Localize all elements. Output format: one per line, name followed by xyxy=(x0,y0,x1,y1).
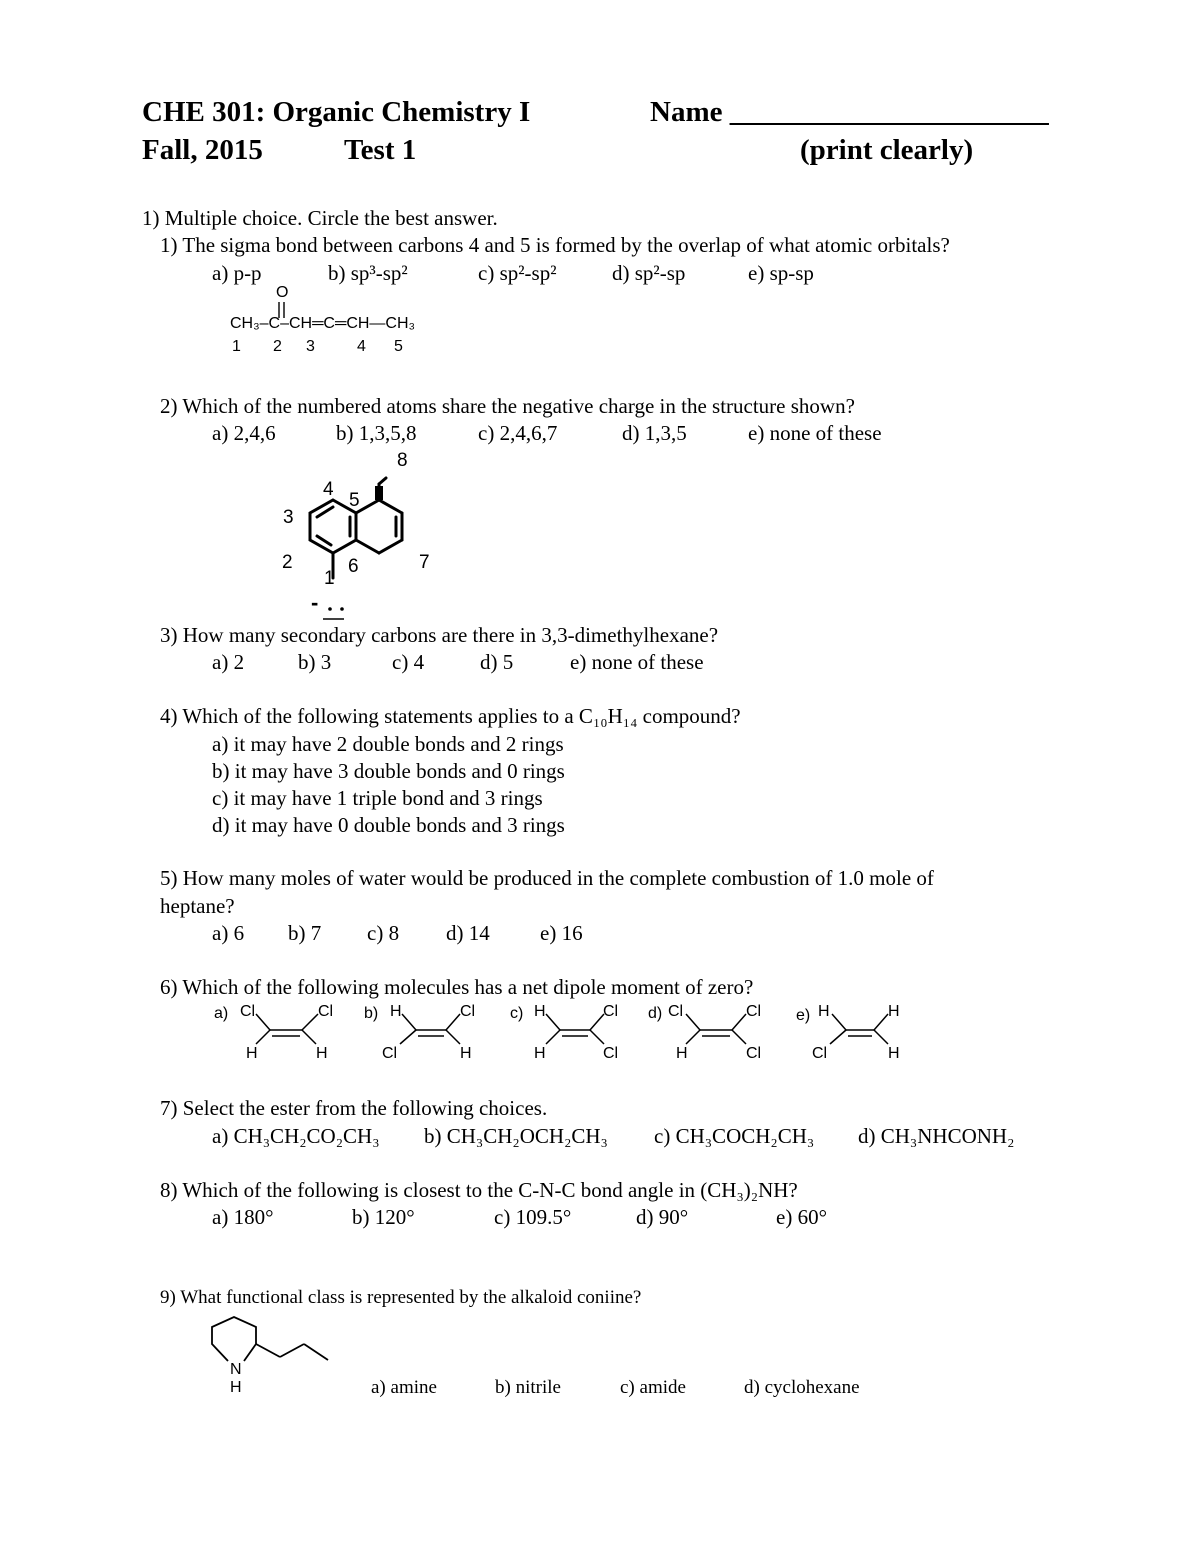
q6-option-a-label: a) xyxy=(214,1005,229,1022)
q9-choice-b[interactable]: b) nitrile xyxy=(495,1377,561,1398)
q3-text: 3) How many secondary carbons are there in 3,3-dimethylhexane? xyxy=(160,623,719,647)
q4-choice-d[interactable]: d) it may have 0 double bonds and 3 rings xyxy=(212,813,565,837)
q6-option-c-bl: H xyxy=(534,1045,546,1062)
q4-choice-c[interactable]: c) it may have 1 triple bond and 3 rings xyxy=(212,786,543,810)
q5-choice-d[interactable]: d) 14 xyxy=(446,921,490,945)
q2-choice-b[interactable]: b) 1,3,5,8 xyxy=(336,421,417,445)
q3-choice-e[interactable]: e) none of these xyxy=(570,650,704,674)
q5-choice-a[interactable]: a) 6 xyxy=(212,921,245,945)
q1-choice-b[interactable]: b) sp³-sp² xyxy=(328,261,408,285)
q6-option-c-tl: H xyxy=(534,1003,546,1020)
term-label: Fall, 2015 xyxy=(142,134,263,166)
q6-option-d-tl: Cl xyxy=(668,1003,684,1020)
q2-label-5: 5 xyxy=(349,490,360,511)
course-title: CHE 301: Organic Chemistry I xyxy=(142,96,531,128)
q6-option-e-tr: H xyxy=(888,1003,900,1020)
q2-dark-bond xyxy=(375,486,383,500)
q3-choice-b[interactable]: b) 3 xyxy=(298,650,332,674)
q2-negative-charge: - xyxy=(311,590,319,615)
q6-option-c-br: Cl xyxy=(603,1045,619,1062)
q8-choice-a[interactable]: a) 180° xyxy=(212,1205,274,1229)
q3-choice-c[interactable]: c) 4 xyxy=(392,650,425,674)
q2-choice-d[interactable]: d) 1,3,5 xyxy=(622,421,687,445)
q7-choice-d[interactable]: d) CH₃NHCONH₂ xyxy=(858,1124,1015,1148)
q6-option-d[interactable] xyxy=(648,1003,761,1062)
q4-choice-a[interactable]: a) it may have 2 double bonds and 2 rings xyxy=(212,732,564,756)
section-instructions: 1) Multiple choice. Circle the best answer. xyxy=(142,206,498,230)
q6-option-e[interactable] xyxy=(796,1003,900,1062)
q9-choice-d[interactable]: d) cyclohexane xyxy=(744,1377,860,1398)
q2-label-6: 6 xyxy=(348,556,359,577)
q6-option-d-bl: H xyxy=(676,1045,688,1062)
q2-lone-pair-dot xyxy=(340,607,344,611)
q1-text: 1) The sigma bond between carbons 4 and 5 is formed by the overlap of what atomic orbitals? xyxy=(160,233,950,257)
q1-oxygen-label: O xyxy=(276,284,289,301)
q2-label-3: 3 xyxy=(283,507,294,528)
q6-option-a-tl: Cl xyxy=(240,1003,256,1020)
q6-option-c-label: c) xyxy=(510,1005,524,1022)
q4-text: 4) Which of the following statements applies to a C₁₀H₁₄ compound? xyxy=(160,704,741,728)
q9-text: 9) What functional class is represented by the alkaloid coniine? xyxy=(160,1287,642,1308)
q5-text-line1: 5) How many moles of water would be produced in the complete combustion of 1.0 mole of xyxy=(160,866,934,890)
q3-choice-d[interactable]: d) 5 xyxy=(480,650,514,674)
q9-nitrogen-label: N xyxy=(230,1361,242,1378)
q1-num-2: 2 xyxy=(273,338,282,355)
q2-label-4: 4 xyxy=(323,479,334,500)
q5-choice-c[interactable]: c) 8 xyxy=(367,921,400,945)
q2-text: 2) Which of the numbered atoms share the negative charge in the structure shown? xyxy=(160,394,855,418)
q6-option-b-bl: Cl xyxy=(382,1045,398,1062)
q9-choice-c[interactable]: c) amide xyxy=(620,1377,686,1398)
name-field-label: Name ______________________ xyxy=(650,96,1049,128)
q6-option-d-br: Cl xyxy=(746,1045,762,1062)
q6-option-b[interactable] xyxy=(364,1003,475,1062)
q6-option-d-tr: Cl xyxy=(746,1003,762,1020)
q1-choice-d[interactable]: d) sp²-sp xyxy=(612,261,686,285)
q1-num-5: 5 xyxy=(394,338,403,355)
q6-option-a-tr: Cl xyxy=(318,1003,334,1020)
q2-label-7: 7 xyxy=(419,552,430,573)
q6-option-b-label: b) xyxy=(364,1005,379,1022)
q5-choice-b[interactable]: b) 7 xyxy=(288,921,322,945)
q6-option-a-br: H xyxy=(316,1045,328,1062)
q6-option-e-br: H xyxy=(888,1045,900,1062)
q6-option-e-tl: H xyxy=(818,1003,830,1020)
q3-choice-a[interactable]: a) 2 xyxy=(212,650,245,674)
q9-choice-a[interactable]: a) amine xyxy=(371,1377,437,1398)
q6-option-e-label: e) xyxy=(796,1007,811,1024)
q7-choice-b[interactable]: b) CH₃CH₂OCH₂CH₃ xyxy=(424,1124,608,1148)
q8-choice-b[interactable]: b) 120° xyxy=(352,1205,415,1229)
q1-num-1: 1 xyxy=(232,338,241,355)
q2-label-1: 1 xyxy=(324,568,335,589)
q8-choice-e[interactable]: e) 60° xyxy=(776,1205,827,1229)
q1-choice-e[interactable]: e) sp-sp xyxy=(748,261,814,285)
q1-formula: CH₃–C–CH═C═CH—CH₃ xyxy=(230,315,416,332)
q9-hydrogen-label: H xyxy=(230,1379,242,1396)
q6-option-c-tr: Cl xyxy=(603,1003,619,1020)
q2-label-2: 2 xyxy=(282,552,293,573)
q6-option-b-br: H xyxy=(460,1045,472,1062)
q2-label-8: 8 xyxy=(397,450,408,471)
q1-num-3: 3 xyxy=(306,338,315,355)
q2-choice-a[interactable]: a) 2,4,6 xyxy=(212,421,276,445)
q2-choice-e[interactable]: e) none of these xyxy=(748,421,882,445)
q6-option-d-label: d) xyxy=(648,1005,663,1022)
q6-option-e-bl: Cl xyxy=(812,1045,828,1062)
q6-option-b-tr: Cl xyxy=(460,1003,476,1020)
q7-choice-c[interactable]: c) CH₃COCH₂CH₃ xyxy=(654,1124,815,1148)
q6-option-a-bl: H xyxy=(246,1045,258,1062)
q1-choice-c[interactable]: c) sp²-sp² xyxy=(478,261,557,285)
q8-choice-d[interactable]: d) 90° xyxy=(636,1205,689,1229)
print-note: (print clearly) xyxy=(800,134,974,166)
q7-text: 7) Select the ester from the following choices. xyxy=(160,1096,548,1120)
q1-choice-a[interactable]: a) p-p xyxy=(212,261,262,285)
q6-text: 6) Which of the following molecules has a net dipole moment of zero? xyxy=(160,975,754,999)
q7-choice-a[interactable]: a) CH₃CH₂CO₂CH₃ xyxy=(212,1124,380,1148)
q6-option-b-tl: H xyxy=(390,1003,402,1020)
q1-num-4: 4 xyxy=(357,338,366,355)
q5-choice-e[interactable]: e) 16 xyxy=(540,921,583,945)
q8-choice-c[interactable]: c) 109.5° xyxy=(494,1205,572,1229)
q5-text-line2: heptane? xyxy=(160,894,235,918)
q2-choice-c[interactable]: c) 2,4,6,7 xyxy=(478,421,558,445)
q2-lone-pair-dot xyxy=(328,607,332,611)
q6-option-c[interactable] xyxy=(510,1003,618,1062)
q8-text: 8) Which of the following is closest to the C-N-C bond angle in (CH₃)₂NH? xyxy=(160,1178,798,1202)
q4-choice-b[interactable]: b) it may have 3 double bonds and 0 rings xyxy=(212,759,565,783)
test-label: Test 1 xyxy=(344,134,417,166)
q6-option-a[interactable] xyxy=(214,1003,333,1062)
